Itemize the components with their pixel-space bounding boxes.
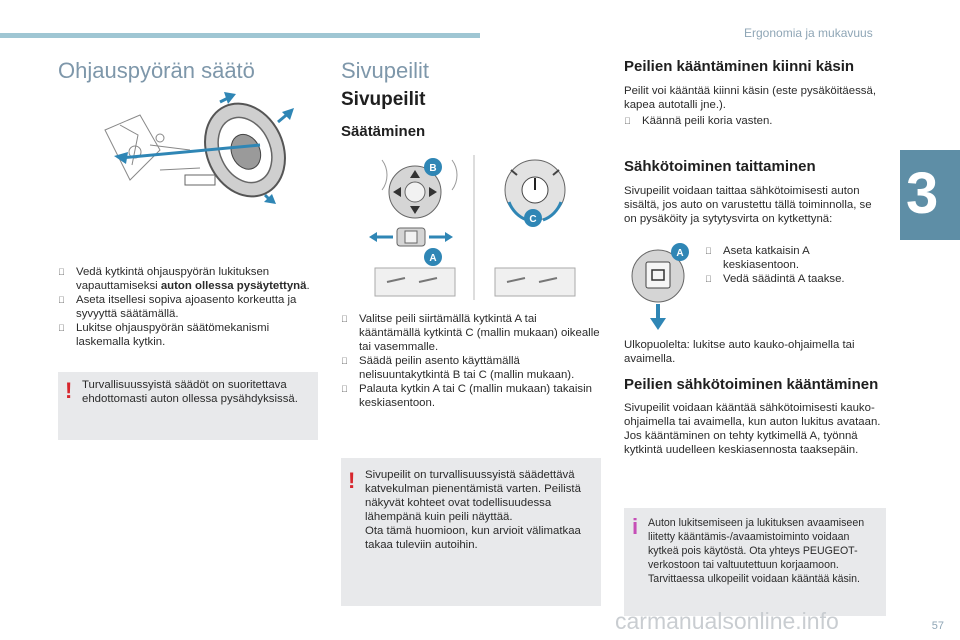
mirror-warning-box: [341, 458, 601, 606]
adjust-heading: Säätäminen: [341, 123, 426, 140]
section-title: Ergonomia ja mukavuus: [744, 26, 873, 40]
info-box: [624, 508, 886, 616]
mirrors-subtitle: Sivupeilit: [341, 89, 426, 110]
electric-fold-heading: Sähkötoiminen taittaminen: [624, 158, 816, 175]
electric-unfold-text: Sivupeilit voidaan kääntää sähkötoimisesti kauko-ohjaimella tai avaimella, kun auton lukitus avataan. Jos kääntäminen on tehty kytkimellä A, työnnä kytkintä uudelleen keskiasennosta taaksepäin.: [624, 402, 881, 456]
top-accent-bar: [0, 33, 480, 38]
list-item: Lukitse ohjauspyörän säätömekanismi laskemalla kytkin.: [76, 322, 270, 348]
steering-warning-text: Turvallisuussyistä säädöt on suoritettava ehdottomasti auton ollessa pysähdyksissä.: [82, 379, 298, 405]
electric-fold-text: Sivupeilit voidaan taittaa sähkötoimisesti auton sisältä, jos auto on varustettu tällä toiminnolla, se on pysäköity ja sytytysvirta on kytkettynä:: [624, 185, 872, 225]
electric-unfold-heading: Peilien sähkötoiminen kääntäminen: [624, 376, 879, 393]
fold-switch-illustration: [626, 240, 692, 332]
mirrors-title: Sivupeilit: [341, 58, 430, 83]
manual-fold-list: [624, 114, 884, 128]
label-c: C: [529, 214, 537, 225]
mirror-warning-text: Sivupeilit on turvallisuussyistä säädettävä katvekulman pienentämistä varten. Peilistä näkyvät kohteet ovat todellisuudessa lähempänä kuin peili näyttää. Ota tämä huomioon, kun arvioit välimatkaa takaa tuleviin autoihin.: [365, 469, 581, 551]
list-item: Käännä peili koria vasten.: [642, 115, 773, 127]
electric-fold-steps: [705, 244, 875, 286]
label-b: B: [429, 163, 437, 174]
mirror-instructions: [341, 312, 601, 410]
manual-fold-text: Peilit voi kääntää kiinni käsin (este pysäköitäessä, kapea autotalli jne.).: [624, 85, 876, 111]
warning-icon: !: [65, 378, 73, 403]
info-text: Auton lukitsemiseen ja lukituksen avaamiseen liitetty kääntämis-/avaamistoiminto voidaan kytkeä pois käytöstä. Ota yhteys PEUGEOT-verkostoon tai valtuutettuun korjaamoon. Tarvittaessa ulkopeilit voidaan kääntää käsin.: [648, 517, 865, 585]
list-item: Aseta itsellesi sopiva ajoasento korkeutta ja syvyyttä säätämällä.: [76, 294, 297, 320]
mirror-switch-illustration: [367, 150, 587, 300]
steering-wheel-illustration: [100, 90, 300, 205]
outside-lock-text: Ulkopuolelta: lukitse auto kauko-ohjaimella tai avaimella.: [624, 339, 855, 365]
warning-icon: !: [348, 468, 356, 493]
chapter-number: 3: [906, 161, 939, 226]
steering-instructions: [58, 265, 320, 349]
watermark: carmanualsonline.info: [615, 608, 839, 634]
manual-fold-heading: Peilien kääntäminen kiinni käsin: [624, 58, 855, 75]
list-item: Aseta katkaisin A keskiasentoon.: [723, 245, 810, 271]
label-a-fold: A: [676, 248, 684, 259]
info-icon: i: [632, 514, 639, 539]
label-a: A: [429, 253, 437, 264]
list-item: Vedä säädintä A taakse.: [723, 273, 845, 285]
steering-warning-box: [58, 372, 318, 440]
list-item: Vedä kytkintä ohjauspyörän lukituksen vapauttamiseksi auton ollessa pysäytettynä.: [76, 266, 310, 292]
list-item: Valitse peili siirtämällä kytkintä A tai kääntämällä kytkintä C (mallin mukaan) oikealle tai vasemmalle.: [359, 313, 600, 353]
list-item: Säädä peilin asento käyttämällä nelisuuntakytkintä B tai C (mallin mukaan).: [359, 355, 575, 381]
steering-title: Ohjauspyörän säätö: [58, 58, 255, 83]
list-item: Palauta kytkin A tai C (mallin mukaan) takaisin keskiasentoon.: [359, 383, 592, 409]
page-number: 57: [931, 620, 944, 632]
